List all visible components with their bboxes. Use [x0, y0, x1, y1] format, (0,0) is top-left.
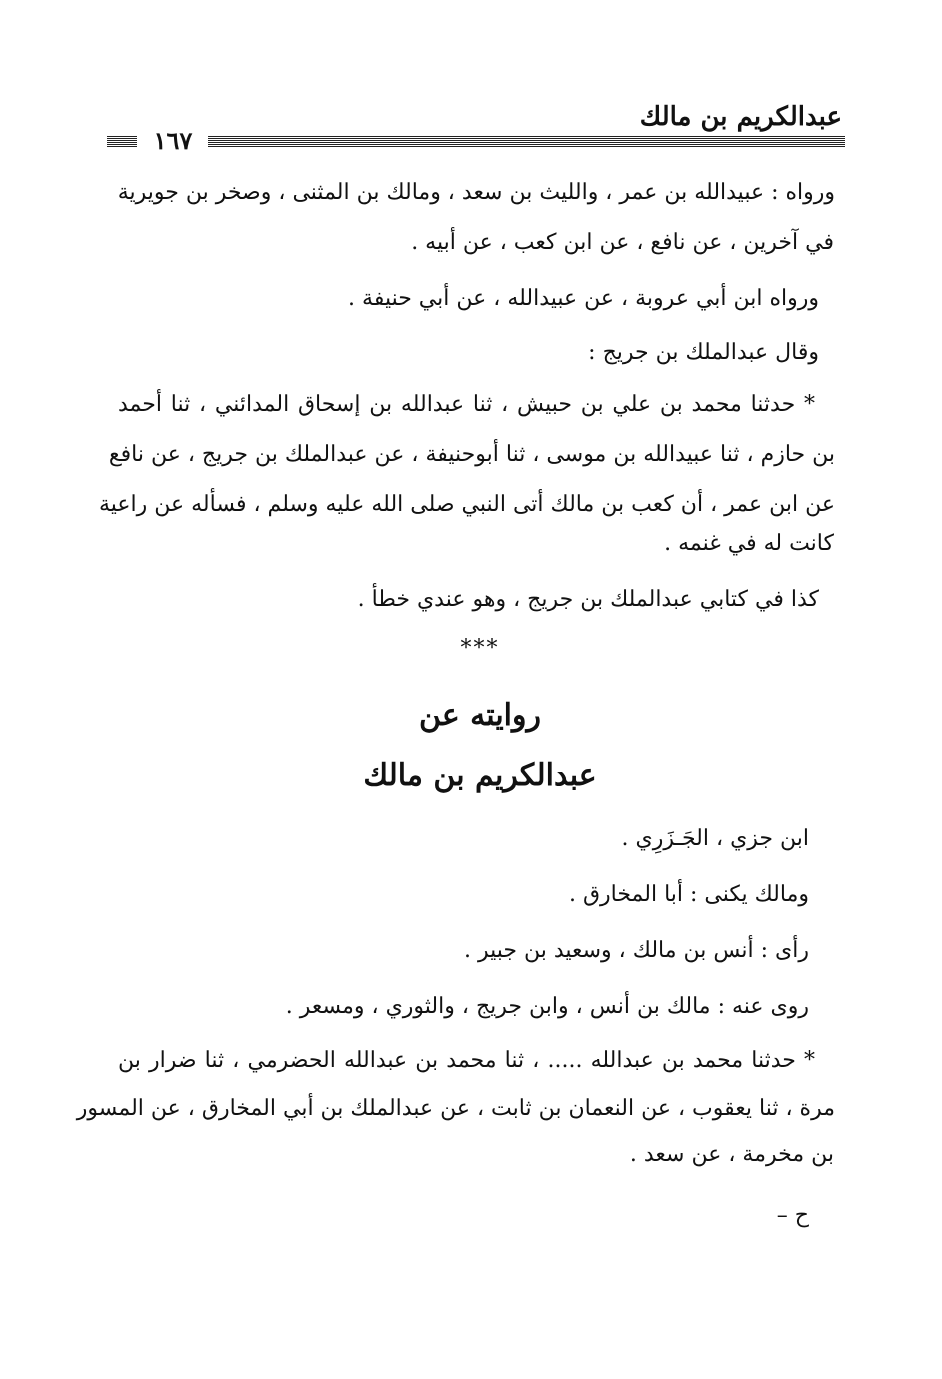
hadith-line: كانت له في غنمه .: [664, 531, 834, 556]
paragraph: رأى : أنس بن مالك ، وسعيد بن جبير .: [463, 938, 809, 963]
header-rule-left: [107, 136, 137, 148]
hadith-line: * حدثنا محمد بن علي بن حبيش ، ثنا عبدالله بن إسحاق المدائني ، ثنا أحمد: [118, 392, 815, 417]
section-heading-name: عبدالكريم بن مالك: [363, 758, 597, 793]
hadith-line: بن حازم ، ثنا عبيدالله بن موسى ، ثنا أبوحنيفة ، عن عبدالملك بن جريج ، عن نافع: [108, 442, 835, 467]
paragraph: روى عنه : مالك بن أنس ، وابن جريج ، والثوري ، ومسعر .: [285, 994, 809, 1019]
paragraph: ومالك يكنى : أبا المخارق .: [568, 882, 809, 907]
page-number: ١٦٧: [153, 126, 193, 155]
section-heading: روايته عن: [419, 698, 541, 733]
hadith-line: بن مخرمة ، عن سعد .: [629, 1142, 834, 1167]
hadith-line: * حدثنا محمد بن عبدالله ..... ، ثنا محمد بن عبدالله الحضرمي ، ثنا ضرار بن: [118, 1048, 815, 1073]
paragraph: وقال عبدالملك بن جريج :: [588, 340, 819, 365]
running-title: عبدالكريم بن مالك: [639, 102, 842, 132]
paragraph: ابن جزي ، الجَـزَرِي .: [621, 826, 809, 851]
paragraph-line: ورواه : عبيدالله بن عمر ، والليث بن سعد ، ومالك بن المثنى ، وصخر بن جويرية: [117, 180, 835, 205]
hadith-line: عن ابن عمر ، أن كعب بن مالك أتى النبي صلى الله عليه وسلم ، فسأله عن راعية: [98, 492, 835, 517]
header-rule: [208, 136, 845, 148]
paragraph: ورواه ابن أبي عروبة ، عن عبيدالله ، عن أبي حنيفة .: [348, 286, 819, 311]
page-signature: ح –: [776, 1203, 809, 1228]
section-separator: ***: [460, 636, 500, 661]
paragraph-note: كذا في كتابي عبدالملك بن جريج ، وهو عندي خطأ .: [357, 587, 819, 612]
paragraph-line: في آخرين ، عن نافع ، عن ابن كعب ، عن أبيه .: [411, 230, 834, 255]
hadith-line: مرة ، ثنا يعقوب ، عن النعمان بن ثابت ، عن عبدالملك بن أبي المخارق ، عن المسور: [76, 1096, 835, 1121]
